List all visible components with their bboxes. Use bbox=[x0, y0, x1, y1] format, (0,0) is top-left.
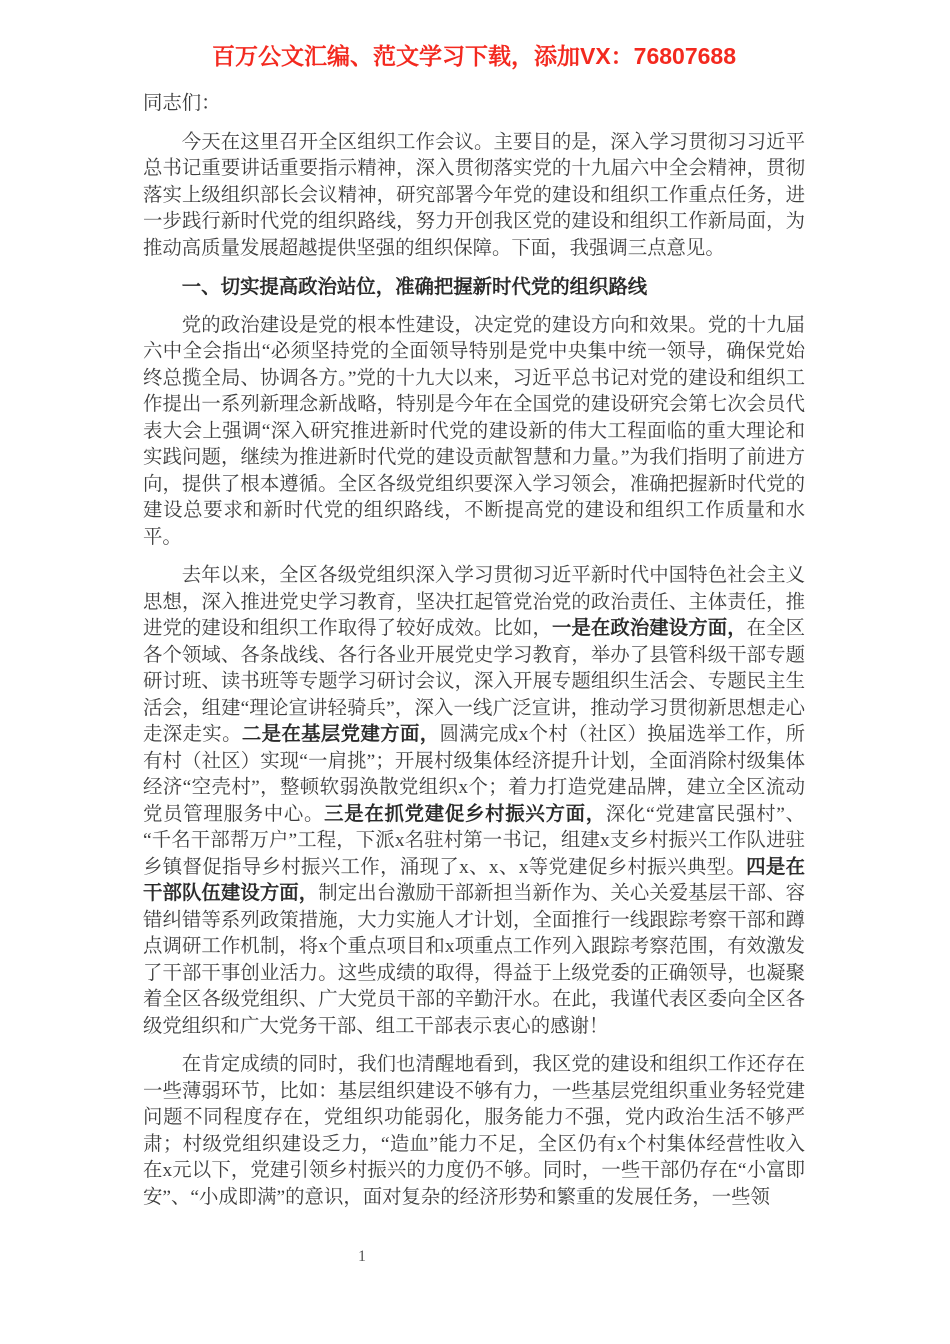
text-run: 去年以来，全区各级党组织深入学习贯彻习近平新时代中国特色社会主义思想，深入推进党史学习教育，坚决扛起管党治党的政治责任、主体责任，推进党的建设和组织工作取得了较好成效。比如， bbox=[143, 565, 805, 639]
page-number: 1 bbox=[358, 1248, 366, 1265]
text-run: 深化“党建富民强村”、“千名干部帮万户”工程，下派x名驻村第一书记，组建x支乡村振兴工作队进驻乡镇督促指导乡村振兴工作，涌现了x、x、x等党建促乡村振兴典型。 bbox=[143, 803, 806, 878]
watermark-header: 百万公文汇编、范文学习下载，添加VX：76807688 bbox=[211, 43, 736, 69]
paragraph bbox=[143, 313, 805, 552]
bold-text-run: 四是在干部队伍建设方面， bbox=[143, 856, 805, 904]
paragraph bbox=[143, 1052, 805, 1211]
text-run: 圆满完成x个村（社区）换届选举工作，所有村（社区）实现“一肩挑”；开展村级集体经济提升计划，全面消除村级集体经济“空壳村”，整顿软弱涣散党组织x个；着力打造党建品牌，建立全区流动党员管理服务中心。 bbox=[143, 724, 806, 825]
bold-text-run: 二是在基层党建方面， bbox=[241, 724, 440, 745]
section-heading bbox=[143, 274, 805, 301]
text-run: 制定出台激励干部新担当新作为、关心关爱基层干部、容错纠错等系列政策措施，大力实施人才计划，全面推行一线跟踪考察干部和蹲点调研工作机制，将x个重点项目和x项重点工作列入跟踪考察范围，有效激发了干部干事创业活力。这些成绩的取得，得益于上级党委的正确领导，也凝聚着全区各级党组织、广大党员干部的辛勤汗水。在此，我谨代表区委向全区各级党组织和广大党务干部、组工干部表示衷心的感谢！ bbox=[143, 883, 806, 1037]
bold-text-run: 一、切实提高政治站位，准确把握新时代党的组织路线 bbox=[181, 276, 648, 298]
text-run: 党的政治建设是党的根本性建设，决定党的建设方向和效果。党的十九届六中全会指出“必须坚持党的全面领导特别是党中央集中统一领导，确保党始终总揽全局、协调各方。”党的十九大以来，习近平总书记对党的建设和组织工作提出一系列新理念新战略，特别是今年在全国党的建设研究会第七次会员代表大会上强调“深入研究推进新时代党的建设新的伟大工程面临的重大理论和实践问题，继续为推进新时代党的建设贡献智慧和力量。”为我们指明了前进方向，提供了根本遵循。全区各级党组织要深入学习领会，准确把握新时代党的建设总要求和新时代党的组织路线，不断提高党的建设和组织工作质量和水平。 bbox=[143, 314, 805, 548]
bold-text-run: 一是在政治建设方面， bbox=[551, 618, 747, 639]
paragraph bbox=[143, 563, 805, 1040]
document-body bbox=[143, 130, 805, 1212]
paragraph bbox=[143, 130, 805, 263]
text-run: 今天在这里召开全区组织工作会议。主要目的是，深入学习贯彻习习近平总书记重要讲话重要指示精神，深入贯彻落实党的十九届六中全会精神，贯彻落实上级组织部长会议精神，研究部署今年党的建设和组织工作重点任务，进一步践行新时代党的组织路线，努力开创我区党的建设和组织工作新局面，为推动高质量发展超越提供坚强的组织保障。下面，我强调三点意见。 bbox=[143, 131, 805, 259]
salutation: 同志们： bbox=[143, 93, 221, 114]
text-run: 在肯定成绩的同时，我们也清醒地看到，我区党的建设和组织工作还存在一些薄弱环节，比如：基层组织建设不够有力，一些基层党组织重业务轻党建问题不同程度存在，党组织功能弱化，服务能力不强，党内政治生活不够严肃；村级党组织建设乏力，“造血”能力不足，全区仍有x个村集体经营性收入在x元以下，党建引领乡村振兴的力度仍不够。同时，一些干部仍存在“小富即安”、“小成即满”的意识，面对复杂的经济形势和繁重的发展任务，一些领 bbox=[143, 1054, 805, 1208]
page-content bbox=[143, 42, 805, 1223]
bold-text-run: 三是在抓党建促乡村振兴方面， bbox=[324, 803, 606, 825]
text-run: 在全区各个领域、各条战线、各行各业开展党史学习教育，举办了县管科级干部专题研讨班、读书班等专题学习研讨会议，深入开展专题组织生活会、专题民主生活会，组建“理论宣讲轻骑兵”，深入一线广泛宣讲，推动学习贯彻新思想走心走深走实。 bbox=[143, 618, 806, 745]
